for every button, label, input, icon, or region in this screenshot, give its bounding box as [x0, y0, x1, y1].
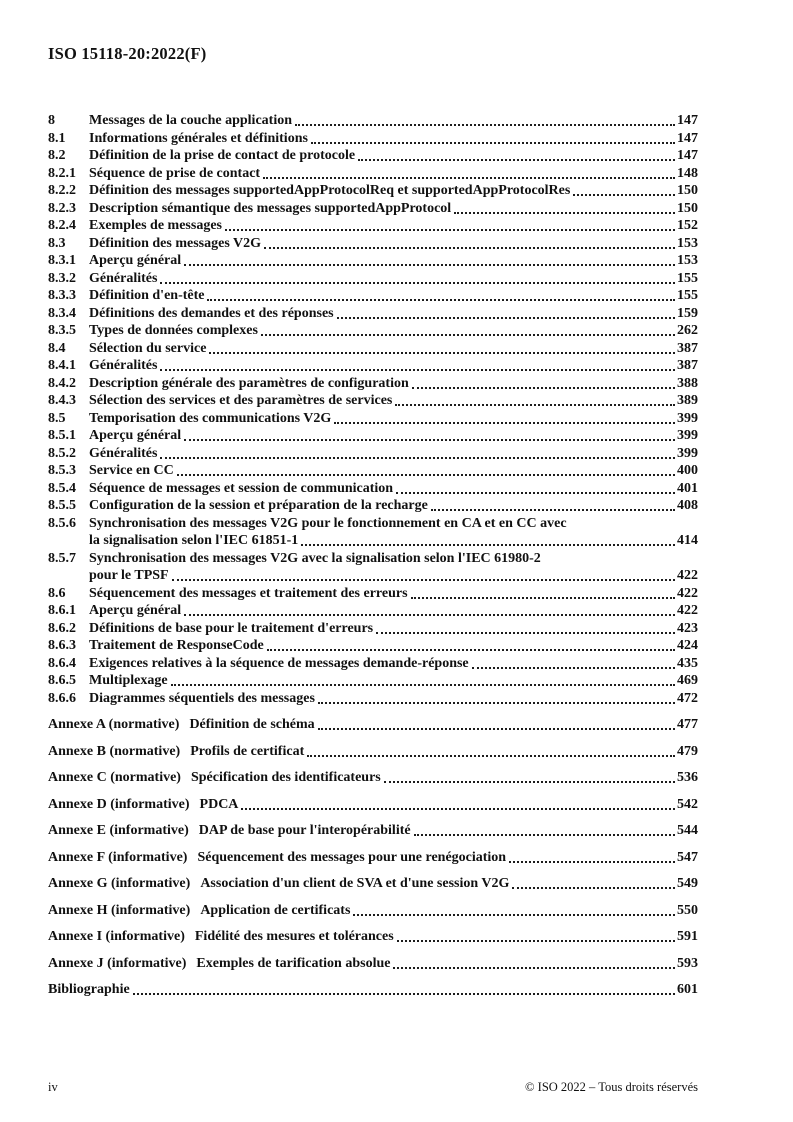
toc-entry-number: 8.6.3 — [48, 638, 76, 653]
toc-entry-page: 150 — [677, 183, 698, 198]
toc-entry — [48, 235, 698, 253]
toc-entry-page: 542 — [677, 796, 698, 812]
toc-entry-number: 8.5.6 — [48, 515, 76, 531]
toc-annex-entry — [48, 716, 698, 734]
toc-entry-number: 8.6.6 — [48, 690, 76, 706]
annex-label: Annexe F (informative) — [48, 849, 188, 865]
toc-entry-page: 148 — [677, 165, 698, 181]
page-header — [48, 44, 698, 64]
dot-leader — [396, 492, 675, 494]
toc-entry-title: Exemples de messages — [89, 218, 222, 233]
toc-entry-number: 8.5.5 — [48, 498, 76, 513]
dot-leader — [301, 544, 675, 546]
annex-label: Annexe G (informative) — [48, 876, 191, 891]
toc-entry-title: Aperçu général — [89, 603, 182, 618]
toc-entry-title: Séquencement des messages et traitement des erreurs — [89, 585, 408, 601]
toc-entry — [48, 690, 698, 708]
toc-entry — [48, 462, 698, 480]
annex-title: Définition de schéma — [189, 717, 315, 732]
toc-entry — [48, 252, 698, 270]
annex-title: Fidélité des mesures et tolérances — [194, 929, 394, 944]
toc-entry — [48, 585, 698, 603]
annex-label: Annexe A (normative) — [48, 717, 180, 732]
toc-entry — [48, 602, 698, 620]
dot-leader — [172, 579, 675, 581]
toc-entry-number: 8.6.4 — [48, 655, 76, 671]
annex-label: Annexe I (informative) — [48, 929, 185, 944]
annex-title: Application de certificats — [200, 902, 351, 918]
toc-entry — [48, 112, 698, 130]
toc-entry — [48, 165, 698, 183]
document-title: ISO 15118-20:2022(F) — [48, 44, 207, 63]
toc-entry-title: Description sémantique des messages supportedAppProtocol — [89, 200, 452, 216]
toc-entry-title: Généralités — [89, 270, 158, 286]
toc-entry-title: Généralités — [89, 358, 158, 373]
toc-entry-page: 399 — [677, 445, 698, 461]
toc-entry-page: 155 — [677, 270, 698, 286]
toc-entry-page: 262 — [677, 323, 698, 338]
toc-entry-page: 536 — [677, 770, 698, 785]
toc-section-list — [48, 112, 698, 707]
toc-entry — [48, 287, 698, 305]
dot-leader — [431, 509, 675, 511]
toc-entry — [48, 270, 698, 288]
dot-leader — [261, 334, 675, 336]
dot-leader — [241, 808, 675, 810]
toc-entry — [48, 637, 698, 655]
toc-entry-number: 8.3.2 — [48, 270, 76, 286]
toc-annex-entry — [48, 902, 698, 920]
toc-entry-page: 147 — [677, 113, 698, 128]
toc-entry-number: 8.2 — [48, 148, 66, 163]
toc-entry-page: 150 — [677, 200, 698, 216]
toc-entry-number: 8.5 — [48, 410, 66, 426]
toc-entry-page: 389 — [677, 393, 698, 408]
toc-entry-page: 414 — [677, 533, 698, 548]
toc-entry — [48, 147, 698, 165]
toc-entry-title: Définition des messages supportedAppProtocolReq et supportedAppProtocolRes — [89, 183, 571, 198]
dot-leader — [207, 299, 675, 301]
annex-title: Spécification des identificateurs — [190, 770, 381, 785]
toc-entry-number: 8.1 — [48, 130, 66, 146]
toc-entry-number: 8.4.3 — [48, 393, 76, 408]
toc-entry-page: 401 — [677, 480, 698, 496]
annex-title: PDCA — [199, 796, 239, 812]
toc-entry-number: 8.6.5 — [48, 673, 76, 688]
toc-entry-page: 424 — [677, 638, 698, 653]
toc-entry-page: 550 — [677, 902, 698, 918]
toc-entry-title: Définitions de base pour le traitement d'erreurs — [89, 620, 374, 636]
toc-entry-number: 8.6 — [48, 585, 66, 601]
toc-entry-number: 8.3.4 — [48, 305, 76, 321]
dot-leader — [184, 614, 675, 616]
dot-leader — [412, 387, 675, 389]
toc-entry — [48, 375, 698, 393]
dot-leader — [177, 474, 675, 476]
dot-leader — [295, 124, 675, 126]
toc-entry-number: 8.6.2 — [48, 620, 76, 636]
toc-entry-number: 8.5.4 — [48, 480, 76, 496]
toc-entry — [48, 410, 698, 428]
dot-leader — [358, 159, 675, 161]
dot-leader — [337, 317, 675, 319]
toc-annex-entry — [48, 822, 698, 840]
toc-entry-page: 147 — [677, 130, 698, 146]
toc-annex-entry — [48, 743, 698, 761]
toc-entry — [48, 305, 698, 323]
toc-entry-title-line2: la signalisation selon l'IEC 61851-1 — [89, 533, 299, 548]
toc-entry-title: Service en CC — [89, 463, 174, 478]
toc-annex-entry — [48, 955, 698, 973]
toc-entry-number: 8.3.3 — [48, 288, 76, 303]
toc-entry-number: 8.3.1 — [48, 253, 76, 268]
toc-entry-page: 147 — [677, 148, 698, 163]
toc-entry-page: 387 — [677, 358, 698, 373]
toc-annex-entry — [48, 875, 698, 893]
toc-entry-page: 479 — [677, 743, 698, 759]
toc-entry — [48, 357, 698, 375]
toc-entry-page: 477 — [677, 717, 698, 732]
dot-leader — [225, 229, 675, 231]
toc-entry-title: Multiplexage — [89, 673, 168, 688]
toc-entry-number: 8.2.1 — [48, 165, 76, 181]
dot-leader — [334, 422, 675, 424]
toc-entry-page: 435 — [677, 655, 698, 671]
dot-leader — [133, 993, 675, 995]
toc-entry — [48, 445, 698, 463]
annex-label: Annexe B (normative) — [48, 743, 181, 759]
toc-entry-title: Configuration de la session et préparation de la recharge — [89, 498, 428, 513]
toc-entry-title: Synchronisation des messages V2G pour le fonctionnement en CA et en CC avec — [89, 515, 567, 531]
toc-entry-title: Temporisation des communications V2G — [89, 410, 332, 426]
toc-entry-title: Définition d'en-tête — [89, 288, 205, 303]
toc-entry-page: 547 — [677, 849, 698, 865]
toc-entry-title: Séquence de prise de contact — [89, 165, 261, 181]
toc-entry-title: Sélection du service — [89, 340, 207, 356]
toc-entry-number: 8 — [48, 113, 55, 128]
toc-entry-number: 8.3.5 — [48, 323, 76, 338]
toc-entry-page: 422 — [677, 585, 698, 601]
toc-entry-page: 153 — [677, 253, 698, 268]
toc-entry-page: 472 — [677, 690, 698, 706]
toc-entry-title: Informations générales et définitions — [89, 130, 308, 146]
toc-entry-title: Traitement de ResponseCode — [89, 638, 264, 653]
toc-entry-title: Définitions des demandes et des réponses — [89, 305, 334, 321]
dot-leader — [353, 914, 675, 916]
toc-entry — [48, 480, 698, 498]
dot-leader — [472, 667, 675, 669]
folio-page-number: iv — [48, 1080, 58, 1094]
toc-entry-title: Diagrammes séquentiels des messages — [89, 690, 315, 706]
toc-entry-page: 399 — [677, 410, 698, 426]
dot-leader — [160, 369, 675, 371]
toc-entry-number: 8.2.4 — [48, 218, 76, 233]
toc-entry-page: 422 — [677, 568, 698, 583]
dot-leader — [318, 728, 675, 730]
annex-title: Bibliographie — [48, 982, 130, 997]
annex-label: Annexe J (informative) — [48, 955, 187, 971]
dot-leader — [209, 352, 675, 354]
dot-leader — [318, 702, 675, 704]
toc-entry-number: 8.6.1 — [48, 603, 76, 618]
toc-entry-number: 8.5.7 — [48, 550, 76, 566]
toc-entry-page: 469 — [677, 673, 698, 688]
toc-entry-title: Exigences relatives à la séquence de messages demande-réponse — [89, 655, 469, 671]
annex-label: Annexe H (informative) — [48, 902, 191, 918]
toc-entry-page: 388 — [677, 375, 698, 391]
dot-leader — [414, 834, 675, 836]
toc-entry-page: 387 — [677, 340, 698, 356]
toc-entry-page: 155 — [677, 288, 698, 303]
dot-leader — [393, 967, 675, 969]
toc-entry-page: 591 — [677, 929, 698, 944]
annex-label: Annexe C (normative) — [48, 770, 181, 785]
toc-entry-title: Séquence de messages et session de communication — [89, 480, 394, 496]
toc-entry-title: Généralités — [89, 445, 158, 461]
toc-entry-page: 422 — [677, 603, 698, 618]
dot-leader — [264, 247, 675, 249]
toc-entry — [48, 497, 698, 515]
dot-leader — [263, 177, 675, 179]
toc-entry-title: Types de données complexes — [89, 323, 258, 338]
toc-entry-title-line2: pour le TPSF — [89, 568, 169, 583]
toc-entry — [48, 550, 698, 585]
toc-entry-title: Messages de la couche application — [89, 113, 292, 128]
dot-leader — [509, 861, 675, 863]
toc-entry-page: 152 — [677, 218, 698, 233]
dot-leader — [160, 457, 675, 459]
toc-entry-title: Aperçu général — [89, 428, 182, 443]
toc-entry — [48, 427, 698, 445]
toc-entry-page: 549 — [677, 876, 698, 891]
toc-entry-page: 400 — [677, 463, 698, 478]
annex-title: Association d'un client de SVA et d'une session V2G — [200, 876, 510, 891]
toc-entry-title: Synchronisation des messages V2G avec la signalisation selon l'IEC 61980-2 — [89, 550, 541, 566]
dot-leader — [267, 649, 675, 651]
dot-leader — [411, 597, 675, 599]
toc-annex-entry — [48, 849, 698, 867]
toc-annex-entry — [48, 928, 698, 946]
dot-leader — [311, 142, 675, 144]
toc-entry-number: 8.5.3 — [48, 463, 76, 478]
toc-annex-entry — [48, 769, 698, 787]
toc-entry-page: 544 — [677, 823, 698, 838]
toc-entry-number: 8.2.3 — [48, 200, 76, 216]
toc-entry-title: Aperçu général — [89, 253, 182, 268]
toc-entry-title: Définition des messages V2G — [89, 235, 262, 251]
dot-leader — [184, 264, 675, 266]
toc-entry — [48, 672, 698, 690]
toc-entry-title: Description générale des paramètres de configuration — [89, 375, 409, 391]
page-footer — [48, 1080, 698, 1095]
dot-leader — [307, 755, 675, 757]
toc-entry-number: 8.4.1 — [48, 358, 76, 373]
toc-entry — [48, 340, 698, 358]
toc-entry-title: Définition de la prise de contact de protocole — [89, 148, 356, 163]
toc-entry — [48, 515, 698, 550]
toc-entry-number: 8.4.2 — [48, 375, 76, 391]
table-of-contents — [48, 112, 698, 999]
dot-leader — [171, 684, 675, 686]
toc-entry — [48, 392, 698, 410]
toc-entry-number: 8.3 — [48, 235, 66, 251]
dot-leader — [512, 887, 675, 889]
toc-entry-page: 159 — [677, 305, 698, 321]
toc-entry-page: 408 — [677, 498, 698, 513]
dot-leader — [184, 439, 675, 441]
toc-entry-page: 399 — [677, 428, 698, 443]
annex-title: DAP de base pour l'interopérabilité — [198, 823, 411, 838]
toc-entry — [48, 620, 698, 638]
annex-title: Profils de certificat — [190, 743, 305, 759]
toc-entry — [48, 130, 698, 148]
toc-entry-number: 8.5.1 — [48, 428, 76, 443]
toc-entry-number: 8.4 — [48, 340, 66, 356]
toc-entry-page: 153 — [677, 235, 698, 251]
dot-leader — [573, 194, 675, 196]
toc-entry-number: 8.5.2 — [48, 445, 76, 461]
toc-entry-page: 423 — [677, 620, 698, 636]
toc-annex-list — [48, 716, 698, 999]
dot-leader — [395, 404, 675, 406]
annex-title: Exemples de tarification absolue — [196, 955, 391, 971]
dot-leader — [454, 212, 675, 214]
annex-label: Annexe D (informative) — [48, 796, 190, 812]
copyright-notice: © ISO 2022 – Tous droits réservés — [525, 1080, 698, 1094]
toc-entry — [48, 217, 698, 235]
dot-leader — [397, 940, 675, 942]
toc-entry-page: 601 — [677, 982, 698, 997]
dot-leader — [376, 632, 675, 634]
toc-annex-entry — [48, 981, 698, 999]
dot-leader — [384, 781, 675, 783]
toc-entry — [48, 322, 698, 340]
toc-entry-number: 8.2.2 — [48, 183, 76, 198]
annex-label: Annexe E (informative) — [48, 823, 189, 838]
toc-entry — [48, 655, 698, 673]
toc-annex-entry — [48, 796, 698, 814]
annex-title: Séquencement des messages pour une renégociation — [197, 849, 507, 865]
toc-entry-page: 593 — [677, 955, 698, 971]
dot-leader — [160, 282, 675, 284]
toc-entry — [48, 182, 698, 200]
toc-entry-title: Sélection des services et des paramètres de services — [89, 393, 393, 408]
toc-entry — [48, 200, 698, 218]
